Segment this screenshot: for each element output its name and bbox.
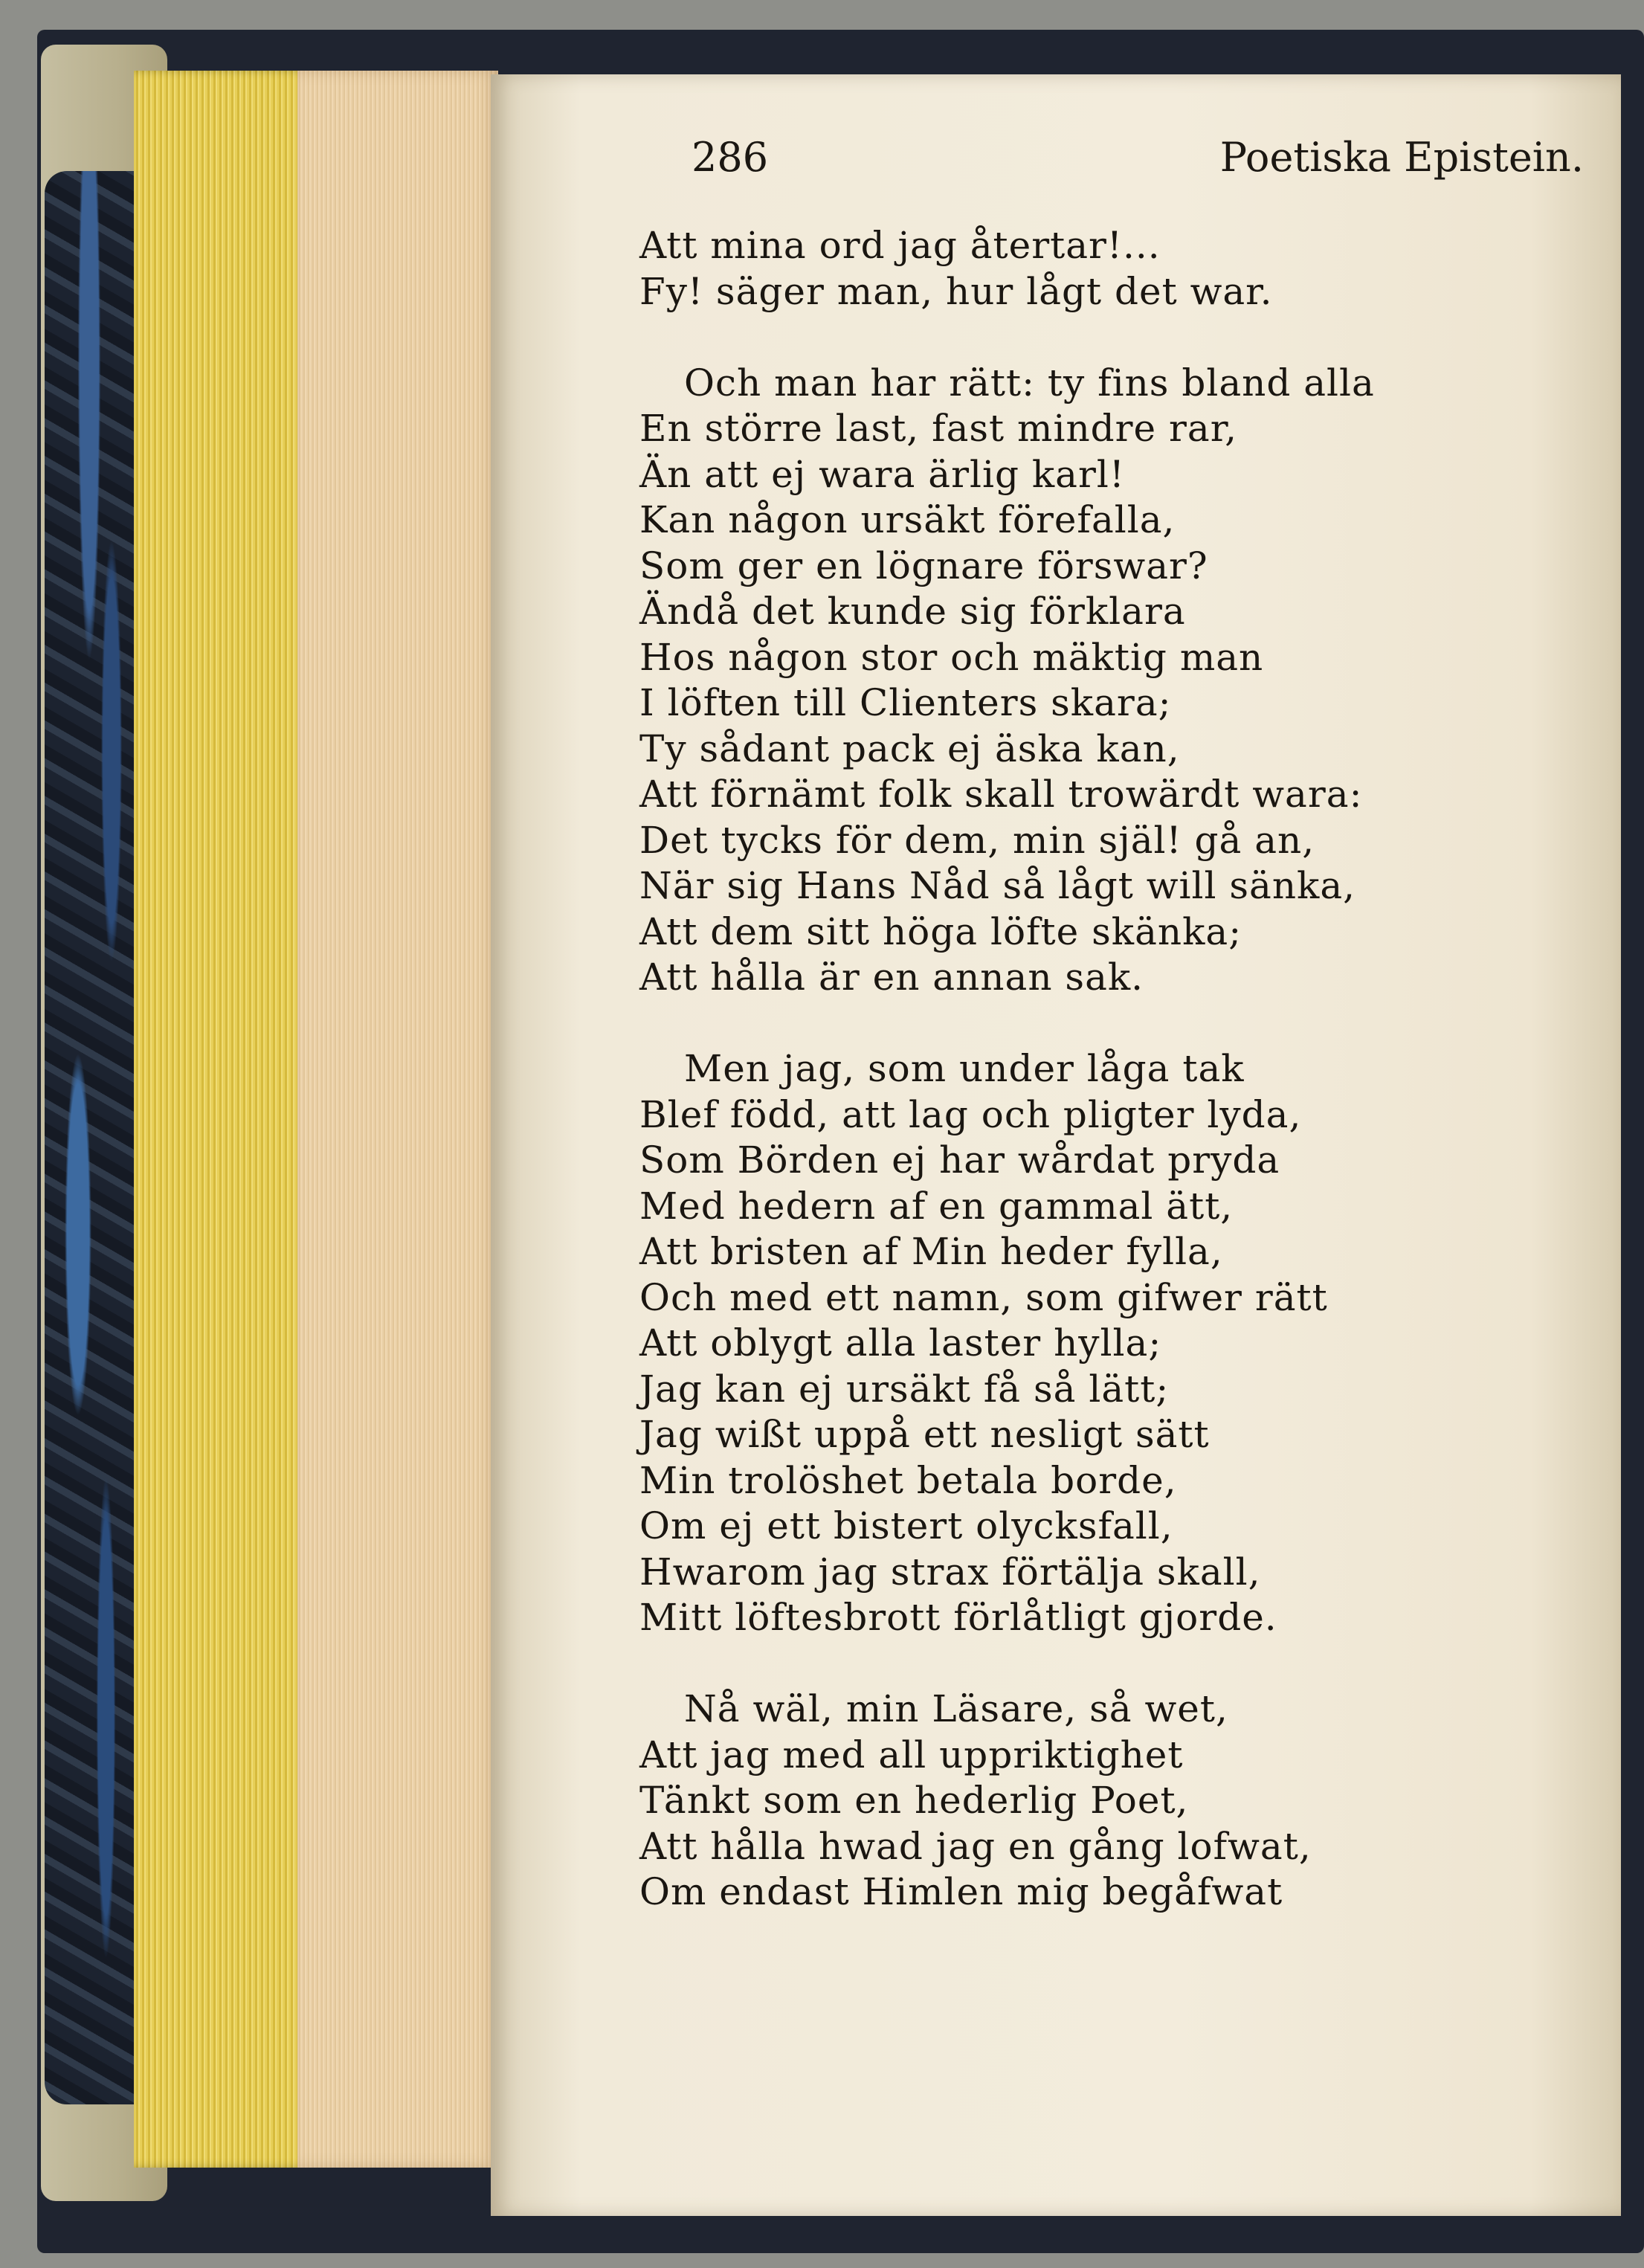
poem-line: Att jag med all uppriktighet xyxy=(639,1733,1184,1776)
poem-line: Tänkt som en hederlig Poet, xyxy=(639,1779,1189,1822)
poem-line: Hwarom jag strax förtälja skall, xyxy=(639,1550,1261,1594)
page-header xyxy=(692,126,1584,193)
poem-line: Jag kan ej ursäkt få så lätt; xyxy=(639,1367,1170,1411)
poem-line: Om ej ett bistert olycksfall, xyxy=(639,1504,1173,1547)
poem-line: Mitt löftesbrott förlåtligt gjorde. xyxy=(639,1596,1277,1639)
poem-text xyxy=(639,223,1584,1916)
gilt-page-edge xyxy=(134,71,312,2168)
stanza-gap xyxy=(639,1001,1584,1047)
page-number: 286 xyxy=(692,134,769,181)
poem-line: Blef född, att lag och pligter lyda, xyxy=(639,1092,1302,1136)
poem-line: Ty sådant pack ej äska kan, xyxy=(639,727,1180,770)
poem-line: Att mina ord jag återtar!... xyxy=(639,224,1161,267)
poem-line: Med hedern af en gammal ätt, xyxy=(639,1184,1234,1228)
poem-line: Att oblygt alla laster hylla; xyxy=(639,1321,1162,1365)
poem-line: Kan någon ursäkt förefalla, xyxy=(639,498,1176,541)
book-page xyxy=(491,74,1621,2216)
poem-line: Och med ett namn, som gifwer rätt xyxy=(639,1275,1328,1319)
poem-line: Nå wäl, min Läsare, så wet, xyxy=(684,1687,1228,1730)
poem-line: Att hålla hwad jag en gång lofwat, xyxy=(639,1824,1312,1868)
poem-line: Att förnämt folk skall trowärdt wara: xyxy=(639,773,1363,816)
poem-line: I löften till Clienters skara; xyxy=(639,681,1172,724)
stanza-gap xyxy=(639,315,1584,361)
poem-line: Att hålla är en annan sak. xyxy=(639,956,1144,999)
page-block-edge xyxy=(297,71,498,2168)
stanza-gap xyxy=(639,1641,1584,1687)
poem-line: Som ger en lögnare förswar? xyxy=(639,544,1208,587)
poem-line: Att dem sitt höga löfte skänka; xyxy=(639,909,1242,953)
poem-line: Än att ej wara ärlig karl! xyxy=(639,452,1125,496)
poem-line: Ändå det kunde sig förklara xyxy=(639,590,1186,633)
poem-line: Att bristen af Min heder fylla, xyxy=(639,1230,1223,1273)
running-title: Poetiska Epistein. xyxy=(1219,134,1584,181)
poem-line: När sig Hans Nåd så lågt will sänka, xyxy=(639,864,1356,907)
poem-line: Fy! säger man, hur lågt det war. xyxy=(639,269,1273,313)
poem-line: Om endast Himlen mig begåfwat xyxy=(639,1870,1283,1913)
poem-line: Men jag, som under låga tak xyxy=(684,1047,1245,1090)
poem-line: Min trolöshet betala borde, xyxy=(639,1458,1177,1502)
poem-line: En större last, fast mindre rar, xyxy=(639,407,1238,450)
poem-line: Som Börden ej har wårdat pryda xyxy=(639,1138,1280,1182)
poem-line: Jag wißt uppå ett nesligt sätt xyxy=(639,1413,1210,1456)
poem-line: Och man har rätt: ty fins bland alla xyxy=(684,361,1375,405)
poem-line: Det tycks för dem, min själ! gå an, xyxy=(639,818,1315,862)
poem-line: Hos någon stor och mäktig man xyxy=(639,635,1264,679)
